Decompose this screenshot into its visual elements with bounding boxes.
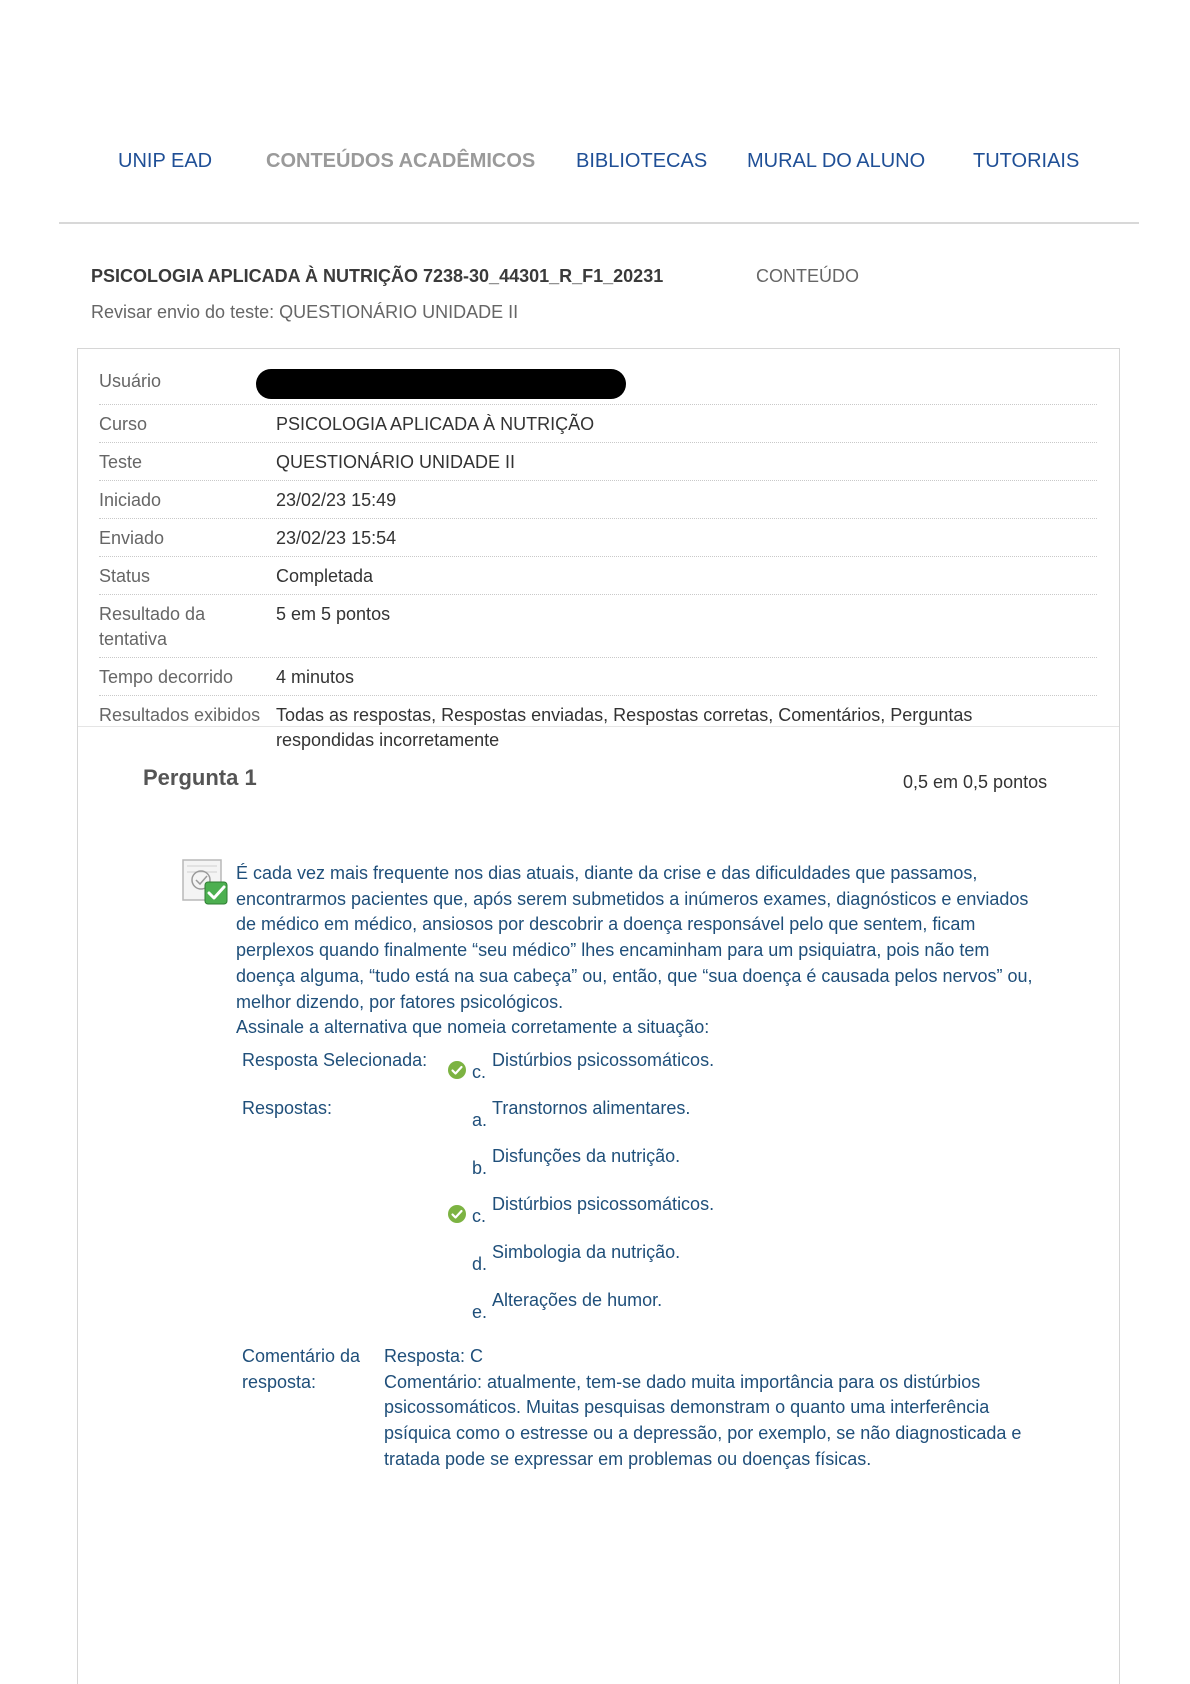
info-value: QUESTIONÁRIO UNIDADE II [276,452,516,472]
info-row-curso [99,405,1097,443]
option-text: Simbologia da nutrição. [492,1242,681,1262]
section-divider [78,726,1119,727]
content-link[interactable]: CONTEÚDO [756,266,859,286]
option-letter: e. [472,1302,488,1322]
info-row-status [99,557,1097,595]
info-label: Resultados exibidos [99,705,261,725]
info-row-teste [99,443,1097,481]
answer-option-b [447,1146,680,1186]
course-title[interactable]: PSICOLOGIA APLICADA À NUTRIÇÃO 7238-30_44301_R_F1_20231 [91,266,664,286]
question-points: 0,5 em 0,5 pontos [903,772,1048,792]
option-text: Distúrbios psicossomáticos. [492,1194,715,1214]
option-letter: c. [472,1206,487,1226]
info-value: 5 em 5 pontos [276,604,391,624]
nav-mural-do-aluno[interactable]: MURAL DO ALUNO [747,150,926,172]
option-text: Disfunções da nutrição. [492,1146,681,1166]
info-label: Iniciado [99,490,162,510]
top-navigation [59,0,1139,224]
info-row-enviado [99,519,1097,557]
option-letter: b. [472,1158,488,1178]
option-text: Distúrbios psicossomáticos. [492,1050,715,1070]
question-text [236,861,1036,1041]
answers-label: Respostas: [242,1098,333,1118]
info-label: Curso [99,414,148,434]
question-instruction: Assinale a alternativa que nomeia corretamente a situação: [236,1017,710,1038]
nav-conteudos-academicos[interactable]: CONTEÚDOS ACADÊMICOS [266,150,536,172]
comment-label: Comentário da resposta: [242,1346,361,1392]
info-value: 23/02/23 15:54 [276,528,397,548]
comment-text: Comentário: atualmente, tem-se dado muita importância para os distúrbios psicossomáticos. Muitas pesquisas demonstram o quanto uma interferência psíquica como o estresse ou a depressão, por exemplo, se não diagnosticada e tratada pode se expressar em problemas ou doenças físicas. [384,1371,1022,1469]
nav-tutoriais[interactable]: TUTORIAIS [973,150,1080,172]
info-label: Teste [99,452,143,472]
option-letter: c. [472,1062,487,1082]
option-text: Transtornos alimentares. [492,1098,691,1118]
selected-answer-label: Resposta Selecionada: [242,1050,428,1070]
answer-option-c [447,1194,714,1234]
info-label: Tempo decorrido [99,667,234,687]
answer-option-e [447,1290,662,1330]
comment-answer: Resposta: C [384,1346,484,1366]
info-label: Enviado [99,528,165,548]
question-title: Pergunta 1 [143,765,257,790]
info-label: Usuário [99,371,162,391]
correct-check-icon [447,1060,467,1080]
info-value-redacted [276,369,1097,399]
option-text: Alterações de humor. [492,1290,663,1310]
nav-bibliotecas[interactable]: BIBLIOTECAS [576,150,708,172]
info-value: Completada [276,566,374,586]
attempt-info-table [99,362,1097,758]
option-letter: d. [472,1254,488,1274]
info-row-iniciado [99,481,1097,519]
info-value: PSICOLOGIA APLICADA À NUTRIÇÃO [276,414,595,434]
answer-option-a [447,1098,690,1138]
info-row-usuario [99,362,1097,405]
correct-check-icon [447,1204,467,1224]
info-row-resultado [99,595,1097,658]
info-value: 23/02/23 15:49 [276,490,397,510]
info-row-resultados-exibidos [99,696,1097,758]
redaction-mark [256,369,626,399]
answer-option-d [447,1242,680,1282]
info-label: Status [99,566,151,586]
graded-correct-icon [181,858,229,906]
nav-unip-ead[interactable]: UNIP EAD [118,150,213,172]
info-row-tempo [99,658,1097,696]
info-label: Resultado da tentativa [99,604,206,649]
info-value: 4 minutos [276,667,355,687]
info-value: Todas as respostas, Respostas enviadas, Respostas corretas, Comentários, Perguntas respondidas incorretamente [276,705,973,750]
page-title: Revisar envio do teste: QUESTIONÁRIO UNIDADE II [91,302,519,322]
selected-answer [447,1050,714,1090]
question-statement: É cada vez mais frequente nos dias atuais, diante da crise e das dificuldades que passamos, encontrarmos pacientes que, após serem submetidos a inúmeros exames, diagnósticos e enviados de médico em médico, ansiosos por descobrir a doença responsável pelo que sentem, ficam perplexos quando finalmente “seu médico” lhes encaminham para um psiquiatra, pois não tem doença alguma, “tudo está na sua cabeça” ou, então, que “sua doença é causada pelos nervos” ou, melhor dizendo, por fatores psicológicos. [236,863,1033,1012]
comment-body [384,1344,1034,1473]
option-letter: a. [472,1110,488,1130]
